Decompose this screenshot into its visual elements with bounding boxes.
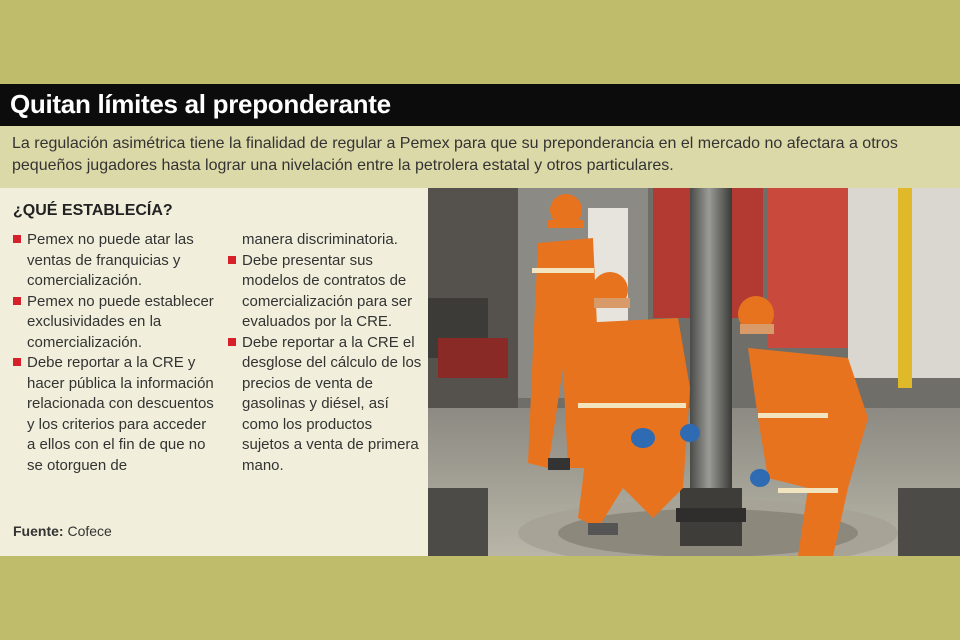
list-item-continuation: manera discriminatoria. xyxy=(242,231,398,248)
intro-band xyxy=(0,126,960,188)
intro-text: La regulación asimétrica tiene la finalidad de regular a Pemex para que su preponderancia en el mercado no afectara a otros pequeños jugadores hasta lograr una nivelación entre la petrolera estatal y otros particulares. xyxy=(12,135,898,174)
page-title: Quitan límites al preponderante xyxy=(10,89,391,119)
list-item: Pemex no puede atar las ventas de franquicias y comercialización. xyxy=(13,230,218,292)
section-heading: ¿QUÉ ESTABLECÍA? xyxy=(13,202,173,219)
bullet-list-right-items xyxy=(228,251,423,477)
list-item: Debe presentar sus modelos de contratos de comercialización para ser evaluados por la CRE. xyxy=(228,251,423,333)
source-label: Fuente: xyxy=(13,523,64,539)
text-column-area xyxy=(0,188,428,556)
list-item: Debe reportar a la CRE y hacer pública la información relacionada con descuentos y los criterios para acceder a ellos con el fin de que no se otorguen de xyxy=(13,353,218,476)
source-value: Cofece xyxy=(67,523,112,539)
title-bar xyxy=(0,84,960,126)
bullet-square-icon xyxy=(228,338,236,346)
oil-rig-illustration xyxy=(428,188,960,556)
bullet-square-icon xyxy=(13,358,21,366)
oil-rig-photo xyxy=(428,188,960,556)
bullet-list-right xyxy=(228,230,423,476)
bullet-square-icon xyxy=(13,235,21,243)
bullet-list-left xyxy=(13,230,218,476)
list-item: Debe reportar a la CRE el desglose del cálculo de los precios de venta de gasolinas y diésel, así como los productos sujetos a venta de primera mano. xyxy=(228,333,423,477)
bullet-square-icon xyxy=(228,256,236,264)
list-item: Pemex no puede establecer exclusividades en la comercialización. xyxy=(13,292,218,354)
source-credit xyxy=(13,523,112,539)
bullet-square-icon xyxy=(13,297,21,305)
infographic-panel xyxy=(0,84,960,556)
